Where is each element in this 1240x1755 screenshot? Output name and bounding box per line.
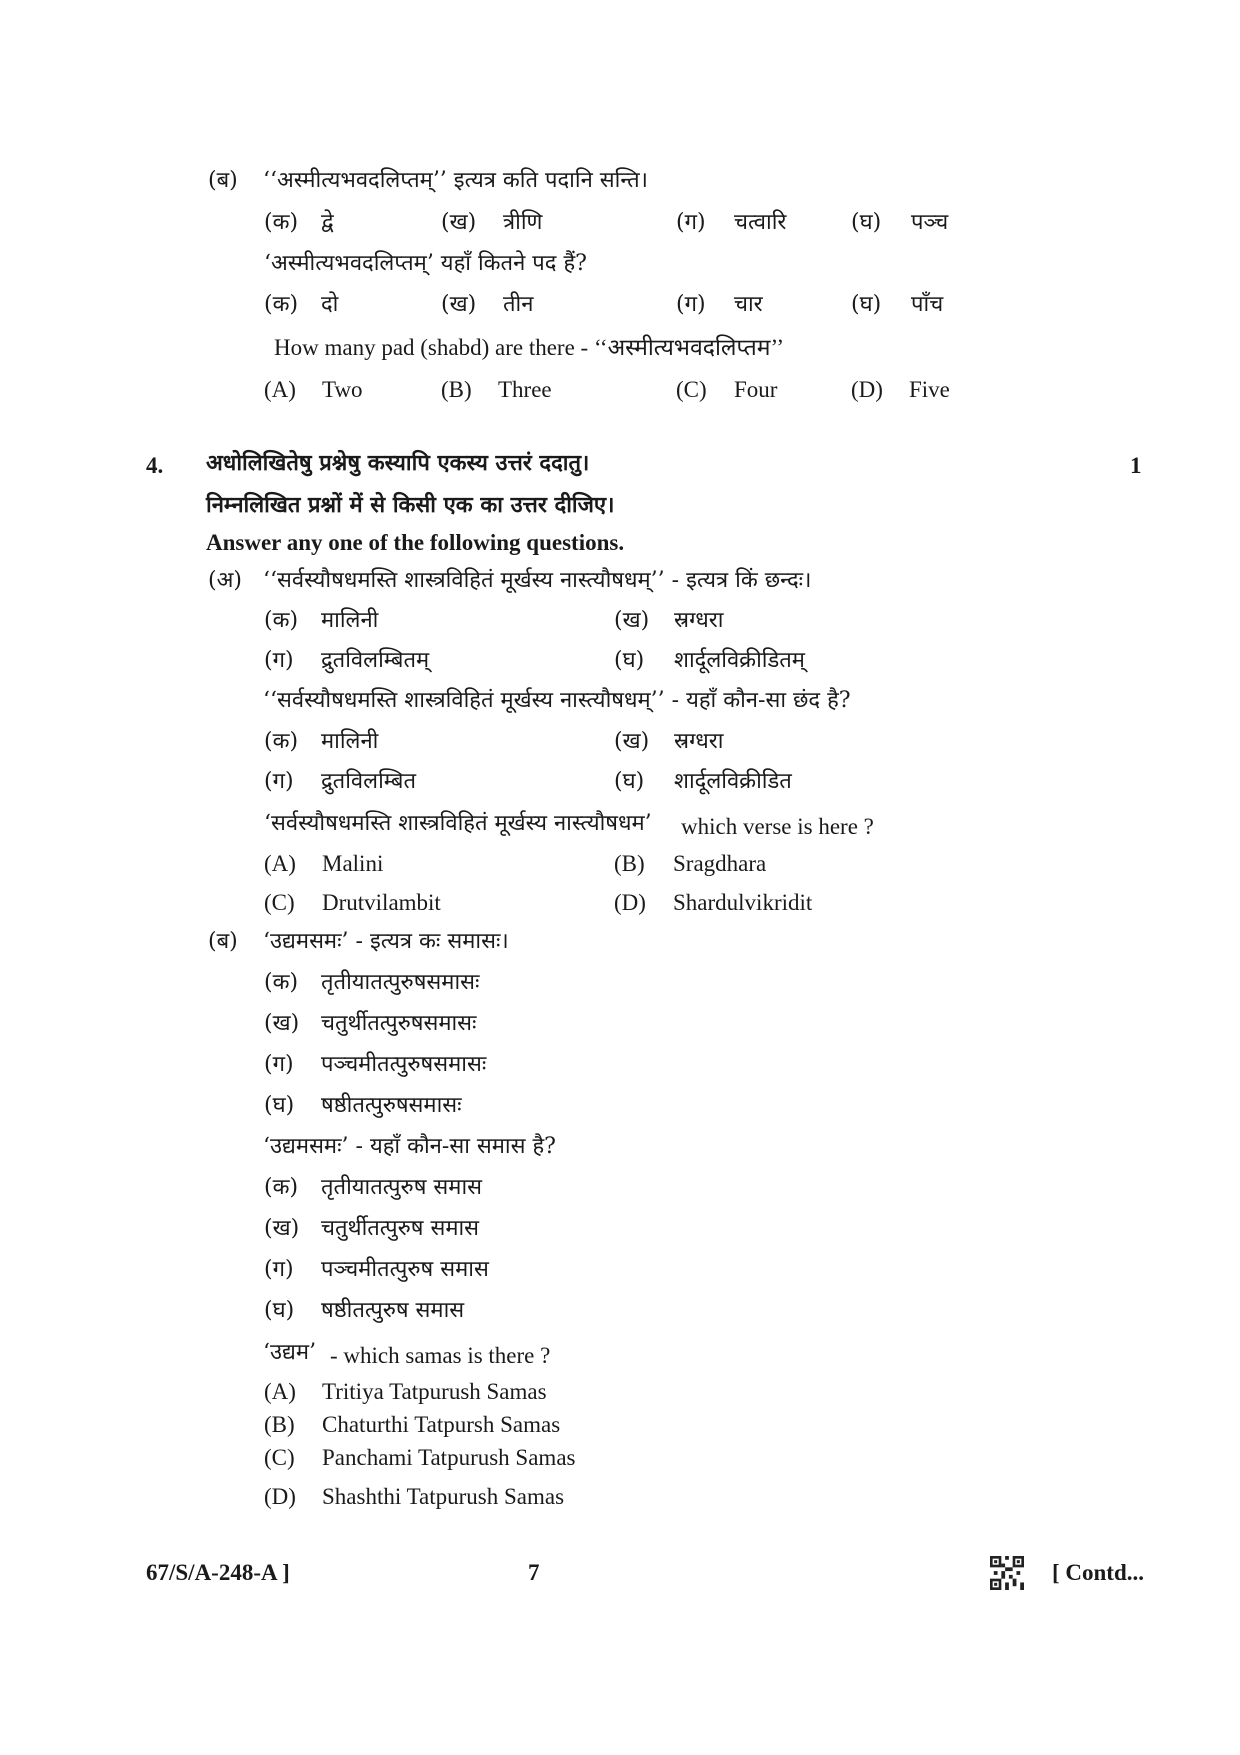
option-text: मालिनी (321, 608, 379, 633)
option-key: (A) (264, 851, 296, 876)
option-key: (B) (264, 1412, 295, 1437)
option-text: स्रग्धरा (674, 729, 724, 754)
option-text: Drutvilambit (322, 890, 441, 915)
contd-label: [ Contd... (1052, 1560, 1145, 1585)
option-key: (ग) (676, 292, 706, 317)
q4-title-hi: निम्नलिखित प्रश्नों में से किसी एक का उत्तर दीजिए। (206, 492, 615, 518)
option-text: तृतीयातत्पुरुष समास (321, 1175, 483, 1200)
option-text: शार्दूलविक्रीडित (674, 769, 792, 794)
option-key: (ख) (441, 292, 477, 317)
q4-title-sa: अधोलिखितेषु प्रश्नेषु कस्यापि एकस्य उत्तरं ददातु। (206, 450, 590, 476)
q4b-question-hi: ‘उद्यमसमः’ - यहाँ कौन-सा समास है? (263, 1134, 556, 1159)
option-key: (A) (264, 1379, 296, 1404)
qr-code-icon (990, 1556, 1024, 1590)
q4b-question-en: - which samas is there ? (330, 1343, 551, 1368)
option-text: चत्वारि (734, 210, 787, 235)
q4a-question-en-sa: ‘सर्वस्यौषधमस्ति शास्त्रविहितं मूर्खस्य नास्त्यौषधम’ (264, 811, 652, 836)
option-text: त्रीणि (503, 210, 543, 235)
option-key: (ग) (676, 210, 706, 235)
q3b-label: (ब) (208, 168, 238, 193)
option-key: (ख) (614, 729, 650, 754)
q3b-question-en: How many pad (shabd) are there - ‘‘अस्मीत्यभवदलिप्तम’’ (274, 335, 785, 360)
option-text: Chaturthi Tatpursh Samas (322, 1412, 561, 1437)
option-key: (क) (264, 210, 299, 235)
option-text: तीन (503, 292, 534, 317)
option-text: Panchami Tatpurush Samas (322, 1445, 576, 1470)
option-key: (घ) (851, 210, 882, 235)
option-key: (ग) (264, 769, 294, 794)
option-key: (क) (264, 608, 299, 633)
option-text: षष्ठीतत्पुरुषसमासः (321, 1093, 462, 1118)
question-number: 4. (146, 453, 164, 478)
paper-code: 67/S/A-248-A ] (146, 1560, 290, 1585)
option-key: (B) (614, 851, 645, 876)
option-key: (ग) (264, 648, 294, 673)
option-key: (घ) (851, 292, 882, 317)
option-text: चतुर्थीतत्पुरुष समास (321, 1216, 480, 1241)
option-key: (क) (264, 1175, 299, 1200)
option-text: Three (498, 377, 552, 402)
option-key: (घ) (614, 648, 645, 673)
option-key: (घ) (264, 1298, 295, 1323)
marks: 1 (1130, 453, 1142, 478)
option-text: मालिनी (321, 729, 379, 754)
option-key: (C) (264, 1445, 295, 1470)
option-text: द्रुतविलम्बित (321, 769, 417, 794)
q3b-question-sa: ‘‘अस्मीत्यभवदलिप्तम्’’ इत्यत्र कति पदानि सन्ति। (263, 168, 649, 193)
q4a-question-en: which verse is here ? (681, 814, 874, 839)
option-text: चतुर्थीतत्पुरुषसमासः (321, 1011, 477, 1036)
option-text: Sragdhara (673, 851, 767, 876)
option-key: (ख) (614, 608, 650, 633)
option-key: (C) (676, 377, 707, 402)
q4b-label: (ब) (208, 929, 238, 954)
option-text: पञ्च (911, 210, 949, 235)
option-key: (B) (441, 377, 472, 402)
q4a-question-sa: ‘‘सर्वस्यौषधमस्ति शास्त्रविहितं मूर्खस्य नास्त्यौषधम्’’ - इत्यत्र किं छन्दः। (263, 568, 812, 593)
option-text: द्वे (321, 210, 334, 235)
option-text: Four (734, 377, 778, 402)
option-key: (ख) (264, 1011, 300, 1036)
option-key: (घ) (614, 769, 645, 794)
option-key: (ख) (264, 1216, 300, 1241)
option-text: Shashthi Tatpurush Samas (322, 1484, 565, 1509)
option-key: (घ) (264, 1093, 295, 1118)
q4a-label: (अ) (208, 568, 242, 593)
option-key: (D) (614, 890, 646, 915)
option-key: (क) (264, 729, 299, 754)
q4-title-en: Answer any one of the following questions. (206, 530, 625, 555)
q4a-question-hi: ‘‘सर्वस्यौषधमस्ति शास्त्रविहितं मूर्खस्य नास्त्यौषधम्’’ - यहाँ कौन-सा छंद है? (263, 688, 851, 713)
option-text: चार (734, 292, 763, 317)
option-text: Shardulvikridit (673, 890, 813, 915)
option-text: तृतीयातत्पुरुषसमासः (321, 970, 480, 995)
option-key: (C) (264, 890, 295, 915)
page-number: 7 (528, 1560, 540, 1585)
q3b-question-hi: ‘अस्मीत्यभवदलिप्तम्’ यहाँ कितने पद हैं? (264, 251, 587, 276)
option-text: Malini (322, 851, 384, 876)
option-key: (D) (851, 377, 883, 402)
option-text: दो (321, 292, 339, 317)
option-text: द्रुतविलम्बितम् (321, 648, 430, 673)
option-text: शार्दूलविक्रीडितम् (674, 648, 805, 673)
option-key: (ख) (441, 210, 477, 235)
option-text: Two (322, 377, 363, 402)
option-text: Tritiya Tatpurush Samas (322, 1379, 547, 1404)
option-key: (क) (264, 970, 299, 995)
option-text: पञ्चमीतत्पुरुषसमासः (321, 1052, 487, 1077)
option-key: (ग) (264, 1052, 294, 1077)
option-key: (A) (264, 377, 296, 402)
option-key: (क) (264, 292, 299, 317)
option-text: पाँच (911, 292, 944, 317)
option-text: Five (909, 377, 950, 402)
option-text: स्रग्धरा (674, 608, 724, 633)
q4b-question-sa: ‘उद्यमसमः’ - इत्यत्र कः समासः। (263, 929, 509, 954)
option-text: पञ्चमीतत्पुरुष समास (321, 1257, 489, 1282)
option-text: षष्ठीतत्पुरुष समास (321, 1298, 465, 1323)
option-key: (D) (264, 1484, 296, 1509)
option-key: (ग) (264, 1257, 294, 1282)
q4b-question-en-sa: ‘उद्यम’ (263, 1340, 317, 1365)
